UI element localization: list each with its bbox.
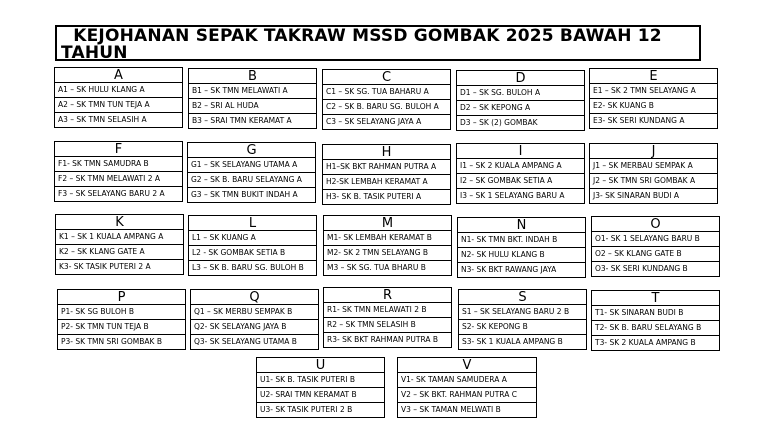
- team-row: P3- SK TMN SRI GOMBAK B: [57, 335, 186, 350]
- group-s: [458, 289, 587, 350]
- team-row: O1- SK 1 SELAYANG BARU B: [591, 232, 720, 247]
- team-row: R2 – SK TMN SELASIH B: [323, 318, 452, 333]
- team-row: S2- SK KEPONG B: [458, 320, 587, 335]
- team-row: J1 – SK MERBAU SEMPAK A: [589, 159, 718, 174]
- team-row: Q3- SK SELAYANG UTAMA B: [190, 335, 319, 350]
- group-b: [188, 68, 317, 129]
- team-row: H3- SK B. TASIK PUTERI A: [322, 190, 451, 205]
- group-v: [397, 357, 537, 418]
- team-row: O3- SK SERI KUNDANG B: [591, 262, 720, 277]
- group-e: [589, 68, 718, 129]
- team-row: L2 - SK GOMBAK SETIA B: [188, 246, 317, 261]
- team-row: V1- SK TAMAN SAMUDERA A: [397, 373, 537, 388]
- team-row: H1–SK BKT RAHMAN PUTRA A: [322, 160, 451, 175]
- group-m: [323, 215, 452, 276]
- group-header: U: [256, 357, 385, 373]
- team-row: U1- SK B. TASIK PUTERI B: [256, 373, 385, 388]
- team-row: C2 – SK B. BARU SG. BULOH A: [322, 100, 451, 115]
- group-header: S: [458, 289, 587, 305]
- team-row: A2 – SK TMN TUN TEJA A: [54, 98, 183, 113]
- group-h: [322, 144, 451, 205]
- group-header: G: [187, 142, 316, 158]
- team-row: K2 – SK KLANG GATE A: [55, 245, 184, 260]
- team-row: C3 – SK SELAYANG JAYA A: [322, 115, 451, 130]
- group-header: P: [57, 289, 186, 305]
- group-j: [589, 143, 718, 204]
- group-f: [54, 141, 183, 202]
- team-row: I3 – SK 1 SELAYANG BARU A: [456, 189, 585, 204]
- team-row: D3 – SK (2) GOMBAK: [456, 116, 585, 131]
- team-row: V3 – SK TAMAN MELWATI B: [397, 403, 537, 418]
- team-row: D2 – SK KEPONG A: [456, 101, 585, 116]
- group-header: O: [591, 216, 720, 232]
- group-header: A: [54, 67, 183, 83]
- team-row: Q2- SK SELAYANG JAYA B: [190, 320, 319, 335]
- team-row: P1- SK SG BULOH B: [57, 305, 186, 320]
- team-row: J3- SK SINARAN BUDI A: [589, 189, 718, 204]
- team-row: T1- SK SINARAN BUDI B: [591, 306, 720, 321]
- team-row: R3- SK BKT RAHMAN PUTRA B: [323, 333, 452, 348]
- group-header: Q: [190, 289, 319, 305]
- group-header: F: [54, 141, 183, 157]
- team-row: F2 – SK TMN MELAWATI 2 A: [54, 172, 183, 187]
- group-o: [591, 216, 720, 277]
- page-title: KEJOHANAN SEPAK TAKRAW MSSD GOMBAK 2025 BAWAH 12 TAHUN: [55, 25, 701, 61]
- group-header: L: [188, 215, 317, 231]
- team-row: N3- SK BKT RAWANG JAYA: [457, 263, 586, 278]
- team-row: L3 – SK B. BARU SG. BULOH B: [188, 261, 317, 276]
- team-row: I2 – SK GOMBAK SETIA A: [456, 174, 585, 189]
- team-row: N1- SK TMN BKT. INDAH B: [457, 233, 586, 248]
- team-row: E2- SK KUANG B: [589, 99, 718, 114]
- team-row: S3- SK 1 KUALA AMPANG B: [458, 335, 587, 350]
- team-row: Q1 – SK MERBU SEMPAK B: [190, 305, 319, 320]
- group-i: [456, 143, 585, 204]
- group-header: I: [456, 143, 585, 159]
- team-row: P2- SK TMN TUN TEJA B: [57, 320, 186, 335]
- group-q: [190, 289, 319, 350]
- team-row: U3- SK TASIK PUTERI 2 B: [256, 403, 385, 418]
- team-row: O2 – SK KLANG GATE B: [591, 247, 720, 262]
- group-header: R: [323, 287, 452, 303]
- group-header: B: [188, 68, 317, 84]
- group-header: N: [457, 217, 586, 233]
- team-row: S1 – SK SELAYANG BARU 2 B: [458, 305, 587, 320]
- group-u: [256, 357, 385, 418]
- group-header: D: [456, 70, 585, 86]
- group-header: K: [55, 214, 184, 230]
- team-row: T2- SK B. BARU SELAYANG B: [591, 321, 720, 336]
- team-row: E1 – SK 2 TMN SELAYANG A: [589, 84, 718, 99]
- team-row: E3- SK SERI KUNDANG A: [589, 114, 718, 129]
- team-row: N2- SK HULU KLANG B: [457, 248, 586, 263]
- team-row: I1 – SK 2 KUALA AMPANG A: [456, 159, 585, 174]
- group-d: [456, 70, 585, 131]
- team-row: G2 – SK B. BARU SELAYANG A: [187, 173, 316, 188]
- team-row: A1 – SK HULU KLANG A: [54, 83, 183, 98]
- team-row: F3 – SK SELAYANG BARU 2 A: [54, 187, 183, 202]
- team-row: D1 – SK SG. BULOH A: [456, 86, 585, 101]
- team-row: G3 – SK TMN BUKIT INDAH A: [187, 188, 316, 203]
- team-row: B2 – SRI AL HUDA: [188, 99, 317, 114]
- team-row: T3- SK 2 KUALA AMPANG B: [591, 336, 720, 351]
- team-row: R1- SK TMN MELAWATI 2 B: [323, 303, 452, 318]
- group-r: [323, 287, 452, 348]
- group-g: [187, 142, 316, 203]
- team-row: A3 – SK TMN SELASIH A: [54, 113, 183, 128]
- team-row: C1 – SK SG. TUA BAHARU A: [322, 85, 451, 100]
- team-row: K3- SK TASIK PUTERI 2 A: [55, 260, 184, 275]
- team-row: M2- SK 2 TMN SELAYANG B: [323, 246, 452, 261]
- team-row: G1 – SK SELAYANG UTAMA A: [187, 158, 316, 173]
- group-p: [57, 289, 186, 350]
- team-row: U2- SRAI TMN KERAMAT B: [256, 388, 385, 403]
- team-row: M1- SK LEMBAH KERAMAT B: [323, 231, 452, 246]
- group-header: C: [322, 69, 451, 85]
- group-header: J: [589, 143, 718, 159]
- group-n: [457, 217, 586, 278]
- team-row: J2 – SK TMN SRI GOMBAK A: [589, 174, 718, 189]
- team-row: B3 – SRAI TMN KERAMAT A: [188, 114, 317, 129]
- group-k: [55, 214, 184, 275]
- team-row: K1 – SK 1 KUALA AMPANG A: [55, 230, 184, 245]
- team-row: V2 – SK BKT. RAHMAN PUTRA C: [397, 388, 537, 403]
- team-row: B1 – SK TMN MELAWATI A: [188, 84, 317, 99]
- team-row: M3 – SK SG. TUA BHARU B: [323, 261, 452, 276]
- group-c: [322, 69, 451, 130]
- team-row: F1- SK TMN SAMUDRA B: [54, 157, 183, 172]
- group-header: M: [323, 215, 452, 231]
- group-header: E: [589, 68, 718, 84]
- group-header: T: [591, 290, 720, 306]
- group-l: [188, 215, 317, 276]
- team-row: L1 – SK KUANG A: [188, 231, 317, 246]
- group-a: [54, 67, 183, 128]
- group-t: [591, 290, 720, 351]
- group-header: H: [322, 144, 451, 160]
- group-header: V: [397, 357, 537, 373]
- team-row: H2-SK LEMBAH KERAMAT A: [322, 175, 451, 190]
